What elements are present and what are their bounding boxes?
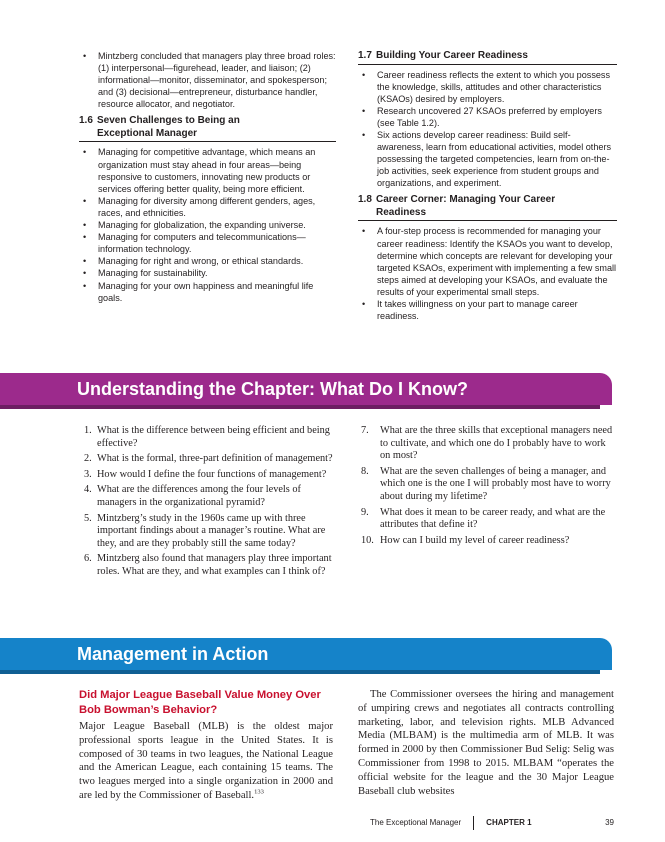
management-in-action-banner <box>0 638 612 670</box>
question-item <box>80 484 333 509</box>
section-number: 1.8 <box>358 194 372 206</box>
section-title-line2: Readiness <box>376 206 427 218</box>
question-text: What does it mean to be career ready, and what are the attributes that define it? <box>380 506 606 531</box>
bullet-item: • Mintzberg concluded that managers play three broad roles: (1) interpersonal—figurehead, leader, and liaison; (2) informational—monitor, disseminator, and spokesperson; and (3) decisional—entrepreneur, disturbance handler, resource allocator, and negotiator. <box>79 50 336 110</box>
question-number: 4. <box>84 484 92 496</box>
bullet-item: • Managing for globalization, the expanding universe. <box>79 219 336 231</box>
question-text: What are the seven challenges of being a manager, and which one is the one I will probably most have to worry about during my lifetime? <box>380 465 611 502</box>
question-number: 3. <box>84 468 92 480</box>
question-item <box>361 425 613 463</box>
case-paragraph-left <box>79 720 333 803</box>
footer-divider <box>473 816 474 830</box>
section-1-8-bullets <box>358 225 617 322</box>
question-text: How would I define the four functions of management? <box>97 468 327 480</box>
question-item <box>361 507 613 532</box>
banner-title: Management in Action <box>77 644 269 664</box>
question-number: 6. <box>84 553 92 565</box>
question-text: Mintzberg also found that managers play three important roles. What are they, and what examples can I think of? <box>97 553 332 577</box>
section-title-line2: Exceptional Manager <box>97 127 198 139</box>
questions-right-column <box>361 425 613 550</box>
banner-title: Understanding the Chapter: What Do I Know? <box>77 379 468 399</box>
question-number: 9. <box>361 506 369 518</box>
section-heading-1-7 <box>358 50 617 65</box>
bullet-item: • Managing for competitive advantage, which means an organization must stay ahead in four areas—being responsive to customers, innovating new products or services offering better quality, being more efficient. <box>79 146 336 194</box>
intro-bullet-list <box>79 50 336 110</box>
summary-left-column <box>79 50 336 304</box>
footnote-ref: 133 <box>254 788 264 796</box>
question-number: 2. <box>84 453 92 465</box>
footer-book-title: The Exceptional Manager <box>370 818 462 827</box>
question-number: 7. <box>361 425 369 436</box>
section-title: Building Your Career Readiness <box>376 50 528 61</box>
question-number: 1. <box>84 425 92 436</box>
question-item <box>80 513 333 551</box>
section-heading-1-6 <box>79 115 336 142</box>
question-number: 10. <box>361 534 374 546</box>
page-number: 39 <box>605 818 614 827</box>
section-title-line1: Seven Challenges to Being an <box>97 115 240 127</box>
bullet-item: • Managing for sustainability. <box>79 267 336 279</box>
question-item <box>80 469 333 482</box>
question-text: What is the formal, three-part definition of management? <box>97 453 333 465</box>
question-number: 5. <box>84 512 92 524</box>
banner-accent-bar <box>0 405 600 409</box>
bullet-item: • It takes willingness on your part to manage career readiness. <box>358 298 617 322</box>
section-1-7-bullets <box>358 69 617 190</box>
question-item <box>80 425 333 450</box>
bullet-item: • Managing for computers and telecommunications—information technology. <box>79 231 336 255</box>
banner-accent-bar <box>0 670 600 674</box>
bullet-item: • Managing for diversity among different genders, ages, races, and ethnicities. <box>79 195 336 219</box>
question-item <box>80 453 333 466</box>
bullet-item: • Six actions develop career readiness: Build self-awareness, learn from educational activities, model others possessing the targeted competencies, learn from on-the-job activities, seek experience from student groups and organizations, and experiment. <box>358 129 617 189</box>
question-item <box>361 466 613 504</box>
bullet-item: • Research uncovered 27 KSAOs preferred by employers (see Table 1.2). <box>358 105 617 129</box>
question-list <box>361 425 613 547</box>
bullet-item: • Managing for your own happiness and meaningful life goals. <box>79 280 336 304</box>
bullet-item: • Career readiness reflects the extent to which you possess the knowledge, skills, attitudes and other characteristics (KSAOs) desired by employers. <box>358 69 617 105</box>
questions-left-column <box>80 425 333 582</box>
question-text: Mintzberg’s study in the 1960s came up with three important findings about a manager’s routine. What are they, and are they probably still the same today? <box>97 512 326 549</box>
bullet-item: • A four-step process is recommended for managing your career readiness: Identify the KSAOs you want to develop, determine which concepts are relevant for developing your targeted KSAOs, experiment with implementing a few small steps aimed at developing your KSAOs, and evaluate the results of your experimental small steps. <box>358 225 617 298</box>
question-item <box>361 535 613 548</box>
footer-chapter: CHAPTER 1 <box>486 818 532 827</box>
section-1-6-bullets <box>79 146 336 303</box>
page-footer <box>370 816 614 830</box>
section-heading-1-8 <box>358 194 617 221</box>
summary-right-column <box>358 50 617 322</box>
question-item <box>80 553 333 578</box>
bullet-item: • Managing for right and wrong, or ethical standards. <box>79 255 336 267</box>
case-title: Did Major League Baseball Value Money Over Bob Bowman’s Behavior? <box>79 689 321 716</box>
understanding-chapter-banner <box>0 373 612 405</box>
question-number: 8. <box>361 465 369 477</box>
section-number: 1.7 <box>358 50 372 61</box>
question-text: What are the differences among the four levels of managers in the organizational pyramid? <box>97 484 301 508</box>
case-paragraph-right: The Commissioner oversees the hiring and management of umpiring crews and negotiates all contracts controlling marketing, labor, and television rights. MLB Advanced Media (MLBAM) is the multimedia arm of MLB. It was formed in 2000 by then Commissioner Bud Selig: Selig was Commissioner from 1998 to 2015. MLBAM “operates the official website for the league and the 30 Major League Baseball club websites <box>358 689 614 797</box>
paragraph-text: Major League Baseball (MLB) is the oldest major professional sports league in the United States. It is composed of 30 teams in two leagues, the National League and the American League, each containing 15 teams. The two leagues merged into a single organization in 2000 and are led by the Commissioner of Baseball. <box>79 721 333 801</box>
question-text: How can I build my level of career readiness? <box>380 534 570 546</box>
question-text: What is the difference between being efficient and being effective? <box>97 425 330 449</box>
question-list <box>80 425 333 579</box>
question-text: What are the three skills that exceptional managers need to cultivate, and which one do I probably have to work on most? <box>380 425 613 462</box>
section-number: 1.6 <box>79 115 93 127</box>
section-title-line1: Career Corner: Managing Your Career <box>376 194 556 206</box>
